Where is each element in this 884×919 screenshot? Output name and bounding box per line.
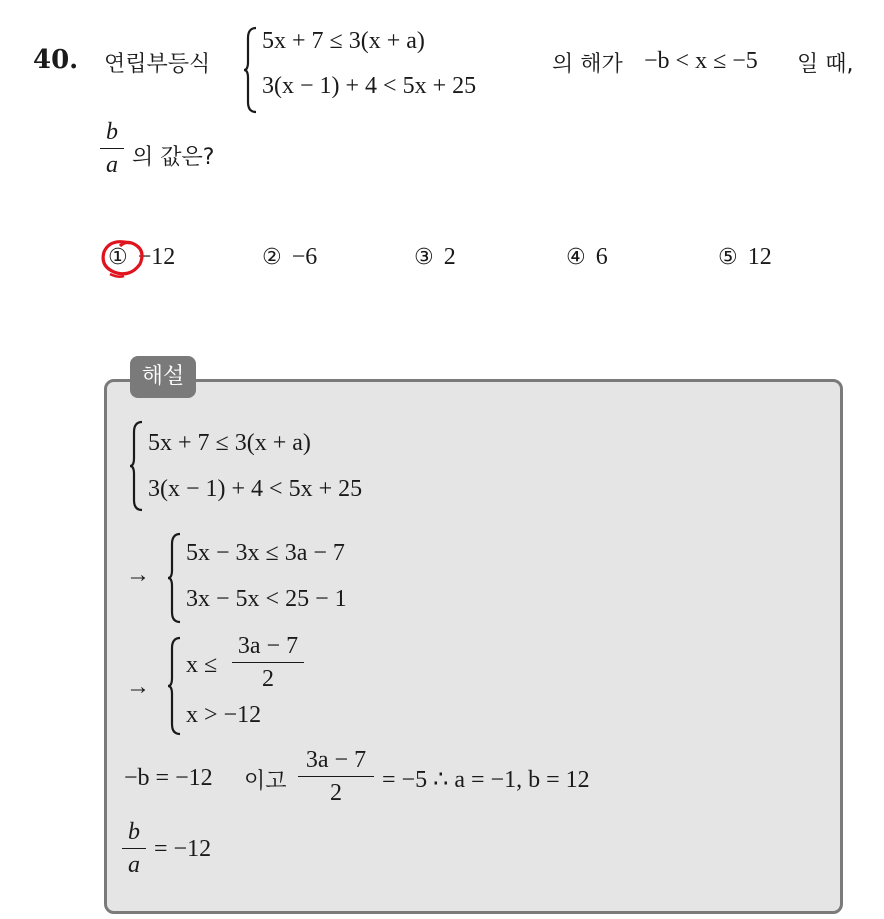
choice-3-mark: ③ bbox=[414, 245, 434, 270]
step2-brace bbox=[168, 532, 182, 624]
ask-fraction bbox=[100, 118, 124, 179]
step3-line-2: x > −12 bbox=[186, 702, 262, 728]
step5-fraction-numerator: b bbox=[128, 819, 140, 845]
step3-line-1-prefix: x ≤ bbox=[186, 652, 218, 678]
ask-fraction-numerator: b bbox=[106, 119, 118, 145]
selected-circle-icon bbox=[100, 238, 148, 280]
condition-math: −b < x ≤ −5 bbox=[644, 48, 758, 74]
step1-brace bbox=[130, 420, 144, 512]
choice-5[interactable] bbox=[718, 244, 772, 271]
condition-prefix: 의 해가 bbox=[552, 52, 623, 77]
step1-line-2: 3(x − 1) + 4 < 5x + 25 bbox=[148, 476, 363, 502]
step4-fraction-denominator: 2 bbox=[330, 780, 342, 806]
step3-brace bbox=[168, 636, 182, 736]
solution-tag: 해설 bbox=[130, 356, 196, 398]
choice-3-value: 2 bbox=[443, 244, 456, 270]
ask-fraction-denominator: a bbox=[106, 152, 118, 178]
step4-word: 이고 bbox=[244, 769, 287, 794]
step4-prefix: −b = −12 bbox=[124, 765, 213, 791]
question-system-line-1: 5x + 7 ≤ 3(x + a) bbox=[262, 28, 425, 54]
choice-4-mark: ④ bbox=[566, 245, 586, 270]
system-brace bbox=[244, 26, 258, 114]
choice-2[interactable] bbox=[262, 244, 317, 271]
choice-2-mark: ② bbox=[262, 245, 282, 270]
step3-fraction-denominator: 2 bbox=[262, 666, 274, 692]
step4-suffix: = −5 ∴ a = −1, b = 12 bbox=[382, 767, 590, 793]
choice-1-value: −12 bbox=[137, 244, 176, 270]
choice-1-mark: ① bbox=[108, 245, 128, 270]
choice-4-value: 6 bbox=[595, 244, 608, 270]
ask-text: 의 값은? bbox=[132, 145, 215, 170]
solution-box bbox=[104, 379, 843, 914]
step4-fraction bbox=[298, 746, 374, 807]
step3-fraction bbox=[232, 632, 304, 693]
step2-line-2: 3x − 5x < 25 − 1 bbox=[186, 586, 347, 612]
step2-line-1: 5x − 3x ≤ 3a − 7 bbox=[186, 540, 345, 566]
question-number: 40. bbox=[33, 45, 79, 75]
question-lead-text: 연립부등식 bbox=[104, 52, 211, 77]
choice-2-value: −6 bbox=[291, 244, 318, 270]
step5-fraction-denominator: a bbox=[128, 852, 140, 878]
condition-suffix: 일 때, bbox=[797, 52, 854, 77]
step2-arrow: → bbox=[126, 562, 150, 588]
step4-fraction-numerator: 3a − 7 bbox=[305, 747, 367, 773]
question-system-line-2: 3(x − 1) + 4 < 5x + 25 bbox=[262, 73, 477, 99]
step1-line-1: 5x + 7 ≤ 3(x + a) bbox=[148, 430, 311, 456]
step3-fraction-numerator: 3a − 7 bbox=[237, 633, 299, 659]
step3-arrow: → bbox=[126, 674, 150, 700]
step5-suffix: = −12 bbox=[154, 836, 212, 862]
choice-4[interactable] bbox=[566, 244, 608, 271]
choice-5-mark: ⑤ bbox=[718, 245, 738, 270]
choice-3[interactable] bbox=[414, 244, 456, 271]
step5-fraction bbox=[122, 818, 146, 879]
choice-5-value: 12 bbox=[747, 244, 772, 270]
